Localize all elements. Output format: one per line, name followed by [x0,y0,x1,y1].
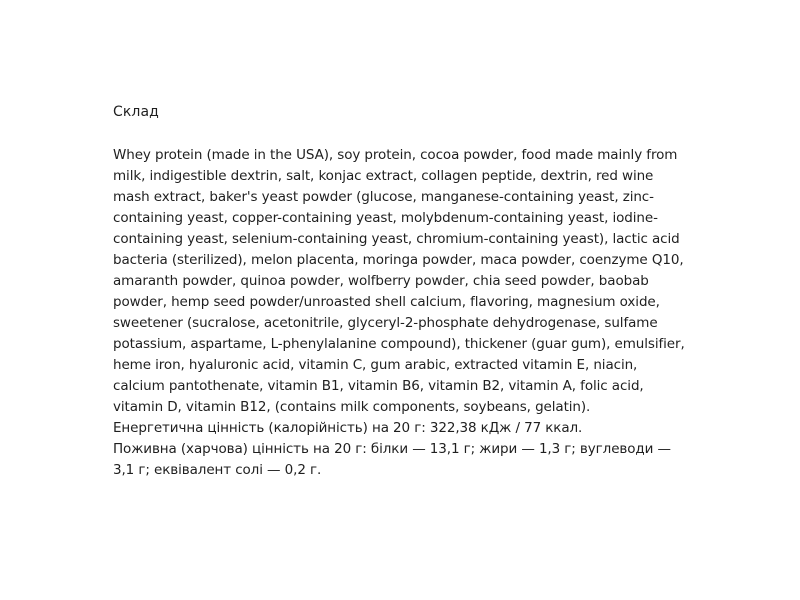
ingredients-paragraph: Whey protein (made in the USA), soy protein, cocoa powder, food made mainly from milk, indigestible dextrin, salt, konjac extract, collagen peptide, dextrin, red wine mash extract, baker's yeast powder (glucose, manganese-containing yeast, zinc-containing yeast, copper-containing yeast, molybdenum-containing yeast, iodine-containing yeast, selenium-containing yeast, chromium-containing yeast), lactic acid bacteria (sterilized), melon placenta, moringa powder, maca powder, coenzyme Q10, amaranth powder, quinoa powder, wolfberry powder, chia seed powder, baobab powder, hemp seed powder/unroasted shell calcium, flavoring, magnesium oxide, sweetener (sucralose, acetonitrile, glyceryl-2-phosphate dehydrogenase, sulfame potassium, aspartame, L-phenylalanine compound), thickener (guar gum), emulsifier, heme iron, hyaluronic acid, vitamin C, gum arabic, extracted vitamin E, niacin, calcium pantothenate, vitamin B1, vitamin B6, vitamin B2, vitamin A, folic acid, vitamin D, vitamin B12, (contains milk components, soybeans, gelatin). [113,147,685,415]
composition-text [113,145,689,481]
section-title: Склад [113,104,159,120]
nutrition-value: Поживна (харчова) цінність на 20 г: білки — 13,1 г; жири — 1,3 г; вуглеводи — 3,1 г; еквівалент солі — 0,2 г. [113,441,671,478]
energy-value: Енергетична цінність (калорійність) на 20 г: 322,38 кДж / 77 ккал. [113,420,583,436]
